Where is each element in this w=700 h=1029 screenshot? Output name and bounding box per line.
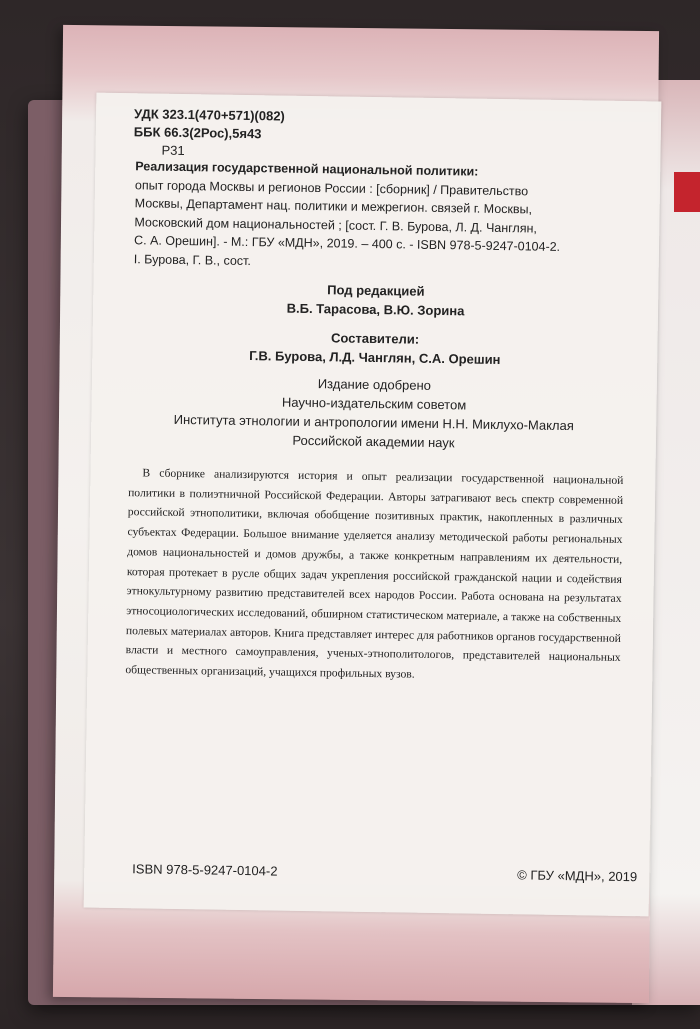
- tracing-paper-sheet: [84, 93, 662, 917]
- editors-block: [93, 277, 659, 324]
- biblio-line: опыт города Москвы и регионов России : [сборник] / Правительство: [134, 177, 529, 198]
- abstract-paragraph: В сборнике анализируются история и опыт реализации государственной национальной политики в полиэтничной Российской Федерации. Авторы затрагивают весь спектр современной российской этнополитики, включая обобщение позитивных практик, накопленных в различных субъектах Федерации. Большое внимание уделяется анализу методической работы региональных домов национальностей и домов дружбы, а также конкретным направлениям их деятельности, которая протекает в русле общих задач укрепления российской гражданской нации и содействия этнокультурному развитию представителей всех народов России. Работа основана на результатах этносоциологических исследований, обширном статистическом материале, а также на собственных полевых материалах авторов. Книга представляет интерес для работников органов государственной власти и местного самоуправления, ученых-этнополитологов, представителей национальных общественных организаций, учащихся профильных вузов.: [125, 466, 624, 681]
- classification-codes: [133, 105, 285, 161]
- editors-names: В.Б. Тарасова, В.Ю. Зорина: [286, 300, 465, 319]
- author-mark: Р31: [161, 142, 185, 159]
- isbn-footer: ISBN 978-5-9247-0104-2: [132, 861, 278, 879]
- copyright-footer: © ГБУ «МДН», 2019: [517, 867, 638, 885]
- compilers-block: [92, 325, 658, 372]
- compilers-names: Г.В. Бурова, Л.Д. Чанглян, С.А. Орешин: [249, 348, 501, 367]
- biblio-line: Москвы, Департамент нац. политики и межрегион. связей г. Москвы,: [134, 196, 533, 217]
- biblio-line: I. Бурова, Г. В., сост.: [133, 251, 252, 268]
- approval-line: Института этнологии и антропологии имени Н.Н. Миклухо-Маклая: [173, 411, 574, 434]
- compilers-heading: Составители:: [330, 330, 420, 347]
- editors-heading: Под редакцией: [327, 282, 425, 299]
- biblio-line: С. А. Орешин]. - М.: ГБУ «МДН», 2019. – 400 с. - ISBN 978-5-9247-0104-2.: [134, 233, 561, 254]
- approval-line: Издание одобрено: [317, 376, 432, 393]
- bibliographic-record: [134, 157, 601, 275]
- approval-line: Российской академии наук: [292, 432, 455, 451]
- bbk-code: ББК 66.3(2Рос),5я43: [133, 124, 262, 142]
- udk-code: УДК 323.1(470+571)(082): [133, 106, 285, 124]
- approval-line: Научно-издательским советом: [281, 394, 467, 413]
- red-title-block: [674, 172, 700, 212]
- biblio-line: Московский дом национальностей ; [сост. Г. В. Бурова, Л. Д. Чанглян,: [134, 214, 538, 236]
- approval-block: [91, 371, 657, 456]
- book-title: Реализация государственной национальной политики:: [135, 159, 479, 179]
